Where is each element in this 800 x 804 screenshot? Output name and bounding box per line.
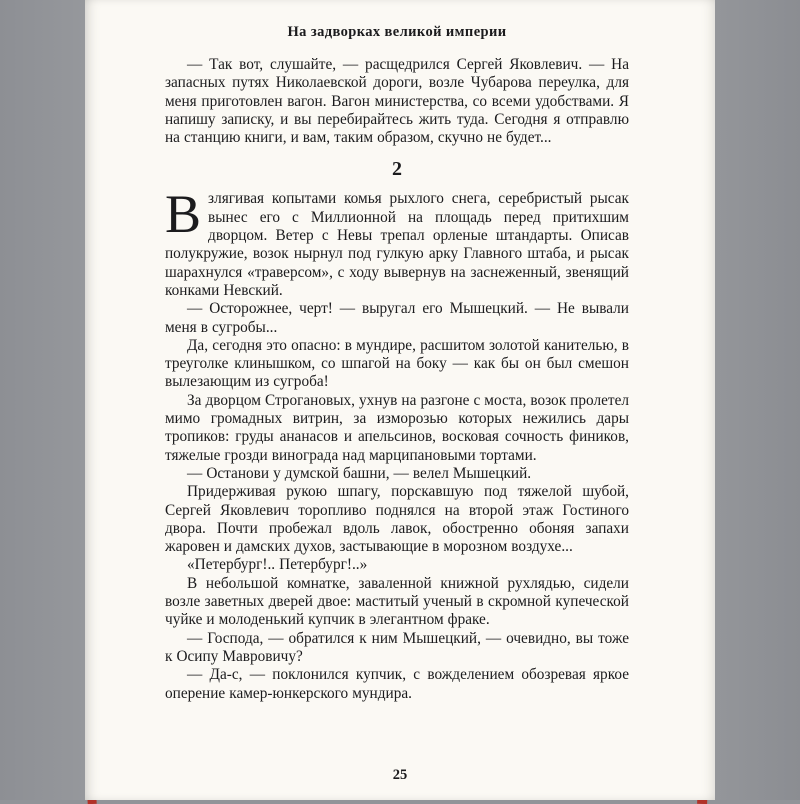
paragraph: За дворцом Строгановых, ухнув на разгоне с моста, возок пролетел мимо громадных витрин, за изморозью которых нежились дары тропиков: груды ананасов и апельсинов, восковая сочность фиников, тяжелые грозди винограда над марципановыми тортами. bbox=[165, 391, 629, 464]
book-page bbox=[85, 0, 715, 800]
paragraph: — Останови у думской башни, — велел Мышецкий. bbox=[187, 464, 532, 482]
paragraph: — Господа, — обратился к ним Мышецкий, — очевидно, вы тоже к Осипу Мавровичу? bbox=[165, 629, 629, 665]
paragraph: «Петербург!.. Петербург!..» bbox=[187, 556, 368, 574]
running-header: На задворках великой империи bbox=[287, 24, 507, 40]
dropcap-paragraph bbox=[165, 184, 629, 300]
chapter-number: 2 bbox=[392, 158, 402, 181]
paragraph: — Так вот, слушайте, — расщедрился Сергей Яковлевич. — На запасных путях Николаевской дороги, возле Чубарова переулка, для меня приготовлен вагон. Вагон министерства, со всеми удобствами. Я напишу записку, и вы перебирайтесь жить туда. Сегодня я отправлю на станцию книги, и вам, таким образом, скучно не будет... bbox=[165, 56, 629, 147]
dropcap-initial: В bbox=[165, 184, 202, 245]
paragraph: — Да-с, — поклонился купчик, с вожделением обозревая яркое оперение камер-юнкерского мундира. bbox=[165, 666, 629, 702]
dropcap-paragraph-text: злягивая копытами комья рыхлого снега, серебристый рысак вынес его с Миллионной на площадь перед притихшим дворцом. Ветер с Невы трепал орленые штандарты. Описав полукружие, возок нырнул под гулкую арку Главного штаба, и рысак шарахнулся «траверсом», с ходу вывернув на заснеженный, звенящий конками Невский. bbox=[165, 190, 629, 299]
page-content bbox=[165, 24, 629, 703]
paragraph: В небольшой комнатке, заваленной книжной рухлядью, сидели возле заветных дверей двое: маститый ученый в скромной купеческой чуйке и молоденький купчик в элегантном фраке. bbox=[165, 574, 629, 629]
paragraph: Да, сегодня это опасно: в мундире, расшитом золотой канителью, в треуголке клинышком, со шпагой на боку — как бы он был смешон вылезающим из сугроба! bbox=[165, 336, 629, 391]
page-number: 25 bbox=[392, 767, 408, 783]
paragraph: Придерживая рукою шпагу, порскавшую под тяжелой шубой, Сергей Яковлевич торопливо поднялся на второй этаж Гостиного двора. Почти пробежал вдоль лавок, обостренно обоняя запахи жаровен и дамских духов, застывающие в морозном воздухе... bbox=[165, 483, 629, 556]
paragraph: — Осторожнее, черт! — выругал его Мышецкий. — Не вывали меня в сугробы... bbox=[165, 300, 629, 336]
